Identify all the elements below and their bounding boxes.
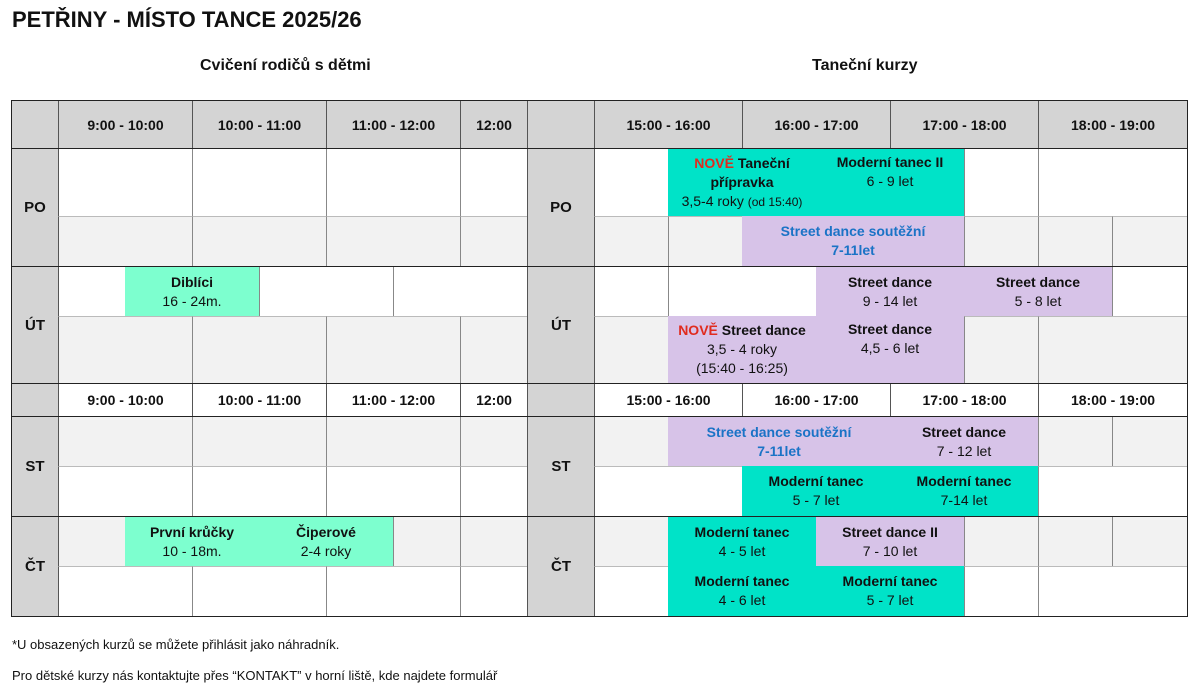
course-block[interactable] xyxy=(668,417,890,466)
section-title-parents: Cvičení rodičů s dětmi xyxy=(200,57,371,74)
course-age: 16 - 24m. xyxy=(162,292,222,309)
day-label: ÚT xyxy=(527,267,594,383)
course-age: 4 - 6 let xyxy=(718,592,766,608)
course-age: 7-14 let xyxy=(940,492,988,508)
course-age: 7-11let xyxy=(831,242,875,258)
course-age: 4,5 - 6 let xyxy=(860,340,920,356)
course-name: Street dance soutěžní xyxy=(780,223,926,239)
course-name: Moderní tanec xyxy=(694,573,790,589)
course-name: Street dance xyxy=(847,321,933,337)
time-header-left: 10:00 - 11:00 xyxy=(192,384,326,416)
course-block[interactable] xyxy=(259,517,393,566)
time-header-left: 9:00 - 10:00 xyxy=(58,101,192,148)
course-name: Taneční xyxy=(737,154,790,171)
time-header-left: 9:00 - 10:00 xyxy=(58,384,192,416)
time-header-right: 15:00 - 16:00 xyxy=(594,384,742,416)
course-name: Moderní tanec xyxy=(768,473,864,489)
course-block[interactable] xyxy=(816,566,964,616)
time-header-left: 10:00 - 11:00 xyxy=(192,101,326,148)
course-block[interactable] xyxy=(964,267,1112,316)
course-block[interactable] xyxy=(125,517,259,566)
course-block[interactable] xyxy=(668,517,816,566)
course-name: Moderní tanec xyxy=(842,573,938,589)
section-title-dance: Taneční kurzy xyxy=(812,57,918,74)
course-block[interactable] xyxy=(816,149,964,216)
course-name: Street dance xyxy=(847,273,933,290)
course-age: 7 - 10 let xyxy=(862,542,918,559)
time-header-right: 18:00 - 19:00 xyxy=(1038,384,1187,416)
course-age: 6 - 9 let xyxy=(866,173,914,189)
course-name: Diblíci xyxy=(170,273,213,290)
corner-cell xyxy=(12,101,58,148)
day-label: ÚT xyxy=(12,267,58,383)
course-name: Moderní tanec xyxy=(916,473,1012,489)
day-label: PO xyxy=(527,149,594,266)
course-name: Street dance xyxy=(721,322,806,338)
course-note: (od 15:40) xyxy=(747,194,803,209)
course-name: První krůčky xyxy=(149,523,235,540)
time-header-left: 11:00 - 12:00 xyxy=(326,101,460,148)
course-block[interactable] xyxy=(668,149,816,216)
time-header-right: 17:00 - 18:00 xyxy=(890,384,1038,416)
time-header-right: 16:00 - 17:00 xyxy=(742,384,890,416)
time-header-left: 11:00 - 12:00 xyxy=(326,384,460,416)
course-age: 4 - 5 let xyxy=(718,542,766,559)
new-badge: NOVĚ xyxy=(678,322,718,338)
footnote-substitute: *U obsazených kurzů se můžete přihlásit jako náhradník. xyxy=(12,637,340,652)
course-age: 7-11let xyxy=(757,442,801,459)
course-time: (15:40 - 16:25) xyxy=(696,360,788,376)
course-block[interactable] xyxy=(668,316,816,383)
course-block[interactable] xyxy=(668,566,816,616)
course-block[interactable] xyxy=(816,316,964,383)
course-name: Moderní tanec II xyxy=(836,154,944,170)
time-header-right: 16:00 - 17:00 xyxy=(742,101,890,148)
day-label: PO xyxy=(12,149,58,266)
course-block[interactable] xyxy=(742,216,964,266)
day-label: ST xyxy=(527,417,594,516)
course-age: 3,5 - 4 roky xyxy=(706,341,778,357)
day-label: ČT xyxy=(527,517,594,616)
course-age: 9 - 14 let xyxy=(862,292,918,309)
course-name: přípravka xyxy=(710,173,774,190)
course-age: 5 - 7 let xyxy=(792,492,840,508)
course-age: 5 - 7 let xyxy=(866,592,914,608)
day-label: ČT xyxy=(12,517,58,616)
course-name: Street dance xyxy=(995,273,1081,290)
course-block[interactable] xyxy=(890,417,1038,466)
course-name: Street dance soutěžní xyxy=(706,423,852,440)
new-badge: NOVĚ xyxy=(694,154,734,171)
time-header-right: 15:00 - 16:00 xyxy=(594,101,742,148)
time-header-left: 12:00 xyxy=(460,384,527,416)
course-block[interactable] xyxy=(890,466,1038,516)
time-header-right: 18:00 - 19:00 xyxy=(1038,101,1187,148)
time-header-left: 12:00 xyxy=(460,101,527,148)
course-name: Street dance xyxy=(921,423,1007,440)
footnote-contact: Pro dětské kurzy nás kontaktujte přes “KONTAKT” v horní liště, kde najdete formulář xyxy=(12,668,498,683)
course-name: Street dance II xyxy=(842,523,938,540)
course-block[interactable] xyxy=(816,267,964,316)
course-name: Moderní tanec xyxy=(694,523,790,540)
schedule-grid xyxy=(11,100,1188,617)
course-block[interactable] xyxy=(742,466,890,516)
course-age: 3,5-4 roky xyxy=(681,192,744,209)
day-label: ST xyxy=(12,417,58,516)
course-name: Čiperové xyxy=(296,523,356,540)
course-age: 7 - 12 let xyxy=(936,442,992,459)
page-title: PETŘINY - MÍSTO TANCE 2025/26 xyxy=(12,7,362,32)
course-block[interactable] xyxy=(816,517,964,566)
course-age: 5 - 8 let xyxy=(1014,292,1062,309)
time-header-right: 17:00 - 18:00 xyxy=(890,101,1038,148)
course-block[interactable] xyxy=(125,267,259,316)
course-age: 2-4 roky xyxy=(300,542,352,559)
day-column-header xyxy=(527,101,594,148)
course-age: 10 - 18m. xyxy=(162,542,222,559)
